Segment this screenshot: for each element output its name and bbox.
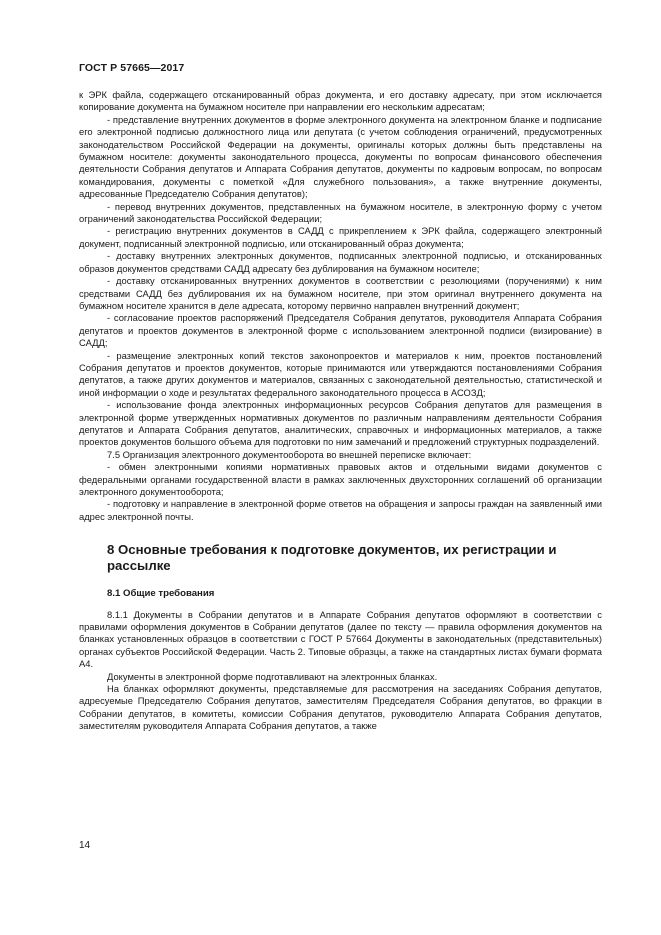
paragraph: к ЭРК файла, содержащего отсканированный образ документа, и его доставку адресату, при этом исключается копирование документа на бумажном носителе при направлении его нескольким адресатам; (79, 89, 602, 113)
list-item: - использование фонда электронных информационных ресурсов Собрания депутатов для размещения в электронной форме утвержденных нормативных документов по различным направлениям деятельности Собрания депутатов и Аппарата Собрания депутатов, аналитических, справочных и информационных материалов, а также проектов документов большого объема для подготовки по ним замечаний и предложений структурных подразделений. (79, 399, 602, 448)
list-item: - перевод внутренних документов, представленных на бумажном носителе, в электронную форму с учетом ограничений законодательства Российской Федерации; (79, 200, 602, 225)
paragraph: Документы в электронной форме подготавливают на электронных бланках. (107, 670, 438, 682)
clause-8-1-1: 8.1.1 Документы в Собрании депутатов и в Аппарате Собрания депутатов оформляют в соответствии с правилами оформления документов в Собрании депутатов (далее по тексту — правила оформления документов на бланках установленных образцов в соответствии с ГОСТ Р 57664 Документы в законодательных (представительных) органах субъектов Российской Федерации. Часть 2. Типовые образцы, а также на стандартных листах бумаги формата А4. (79, 608, 602, 670)
subsection-8-1-title: 8.1 Общие требования (107, 588, 215, 600)
list-item: - доставку отсканированных внутренних документов в соответствии с резолюциями (поручениями) к ним средствами САДД без дублирования их на бумажном носителе, при этом оригинал внутреннего документа на бумажном носителе хранится в деле адресата, которому первично направлен внутренний документ; (79, 275, 602, 311)
document-body (79, 89, 602, 733)
page-number: 14 (79, 840, 91, 851)
list-item: - подготовку и направление в электронной форме ответов на обращения и запросы граждан на заявленный ими адрес электронной почты. (79, 498, 602, 522)
list-item: - размещение электронных копий текстов законопроектов и материалов к ним, проектов постановлений Собрания депутатов и проектов документов, которые принимаются или утверждаются постановлениями Собрания депутатов, а также других документов и материалов, связанных с законодательной деятельностью, статистической и иной информации о ходе и результатах федерального законодательного процесса в АСОЗД; (79, 349, 602, 398)
section-8-title: 8 Основные требования к подготовке документов, их регистрации и рассылке (107, 542, 557, 574)
list-item: - согласование проектов распоряжений Председателя Собрания депутатов, руководителя Аппарата Собрания депутатов и проектов документов в электронной форме с использованием электронной подписи (визирование) в САДД; (79, 312, 602, 349)
clause-7-5: 7.5 Организация электронного документооборота во внешней переписке включает: (107, 448, 472, 460)
list-item: - доставку внутренних электронных документов, подписанных электронной подписью, и отсканированных образов документов средствами САДД адресату без дублирования на бумажном носителе; (79, 250, 602, 274)
list-item: - представление внутренних документов в форме электронного документа на электронном бланке и подписание его электронной подписью должностного лица или депутата (с учетом соблюдения ограничений, предусмотренных законодательством Российской Федерации на документы, оригиналы которых должны быть представлены на бумажном носителе: документы законодательного процесса, документы по вопросам финансового обеспечения деятельности Собрания депутатов и Аппарата Собрания депутатов, документы по кадровым вопросам, по вопросам командирования, документы с пометкой «Для служебного пользования», а также внутренние документы, адресованные Председателю Собрания депутатов); (79, 113, 602, 200)
list-item: - обмен электронными копиями нормативных правовых актов и отдельными видами документов с федеральными органами государственной власти в рамках заключенных двухсторонних соглашений об организации электронного документооборота; (79, 461, 602, 497)
paragraph: На бланках оформляют документы, представляемые для рассмотрения на заседаниях Собрания депутатов, адресуемые Председателю Собрания депутатов, заместителям Председателя Собрания депутатов, во фракции в Собрании депутатов, в комитеты, комиссии Собрания депутатов, руководителю Аппарата Собрания депутатов, заместителям руководителя Аппарата Собрания депутатов, а также (79, 683, 602, 732)
list-item: - регистрацию внутренних документов в САДД с прикреплением к ЭРК файла, содержащего электронный документ, подписанный электронной подписью, или отсканированный образ документа; (79, 225, 602, 249)
standard-code-header: ГОСТ Р 57665—2017 (79, 62, 185, 74)
